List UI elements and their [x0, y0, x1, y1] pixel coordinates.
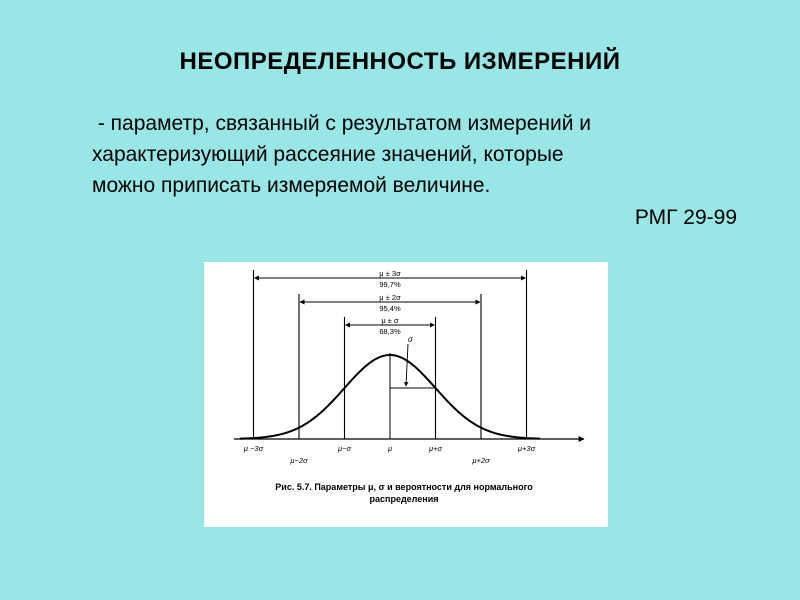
axis-tick-label: μ: [387, 444, 393, 453]
normal-distribution-diagram: [204, 262, 608, 527]
interval-percent: 68,3%: [379, 327, 401, 336]
figure-caption-line-1: Рис. 5.7. Параметры μ, σ и вероятности для нормального: [275, 482, 533, 492]
axis-tick-label: μ−2σ: [290, 456, 308, 465]
interval-label: μ ± 2σ: [379, 293, 401, 302]
axis-tick-label: μ+σ: [428, 444, 443, 453]
interval-percent: 95,4%: [379, 304, 401, 313]
axis-tick-label: μ −3σ: [243, 444, 264, 453]
reference-standard: РМГ 29-99: [634, 206, 737, 229]
axis-tick-label: μ+2σ: [472, 456, 490, 465]
axis-tick-label: μ+3σ: [517, 444, 536, 453]
definition-line-1: - параметр, связанный с результатом измерений и: [92, 112, 592, 135]
sigma-pointer-arrow: [406, 344, 408, 386]
figure-caption-line-2: распределения: [369, 494, 439, 504]
definition-line-3: можно приписать измеряемой величине.: [92, 174, 491, 197]
interval-label: μ ± 3σ: [379, 269, 401, 278]
slide-title: НЕОПРЕДЕЛЕННОСТЬ ИЗМЕРЕНИЙ: [179, 48, 621, 75]
sigma-label: σ: [408, 335, 413, 344]
normal-distribution-figure: [204, 262, 608, 527]
interval-percent: 99,7%: [379, 280, 401, 289]
definition-text: [92, 108, 752, 201]
axis-tick-label: μ−σ: [337, 444, 352, 453]
definition-line-2: характеризующий рассеяние значений, которые: [92, 143, 564, 166]
interval-label: μ ± σ: [381, 316, 399, 325]
